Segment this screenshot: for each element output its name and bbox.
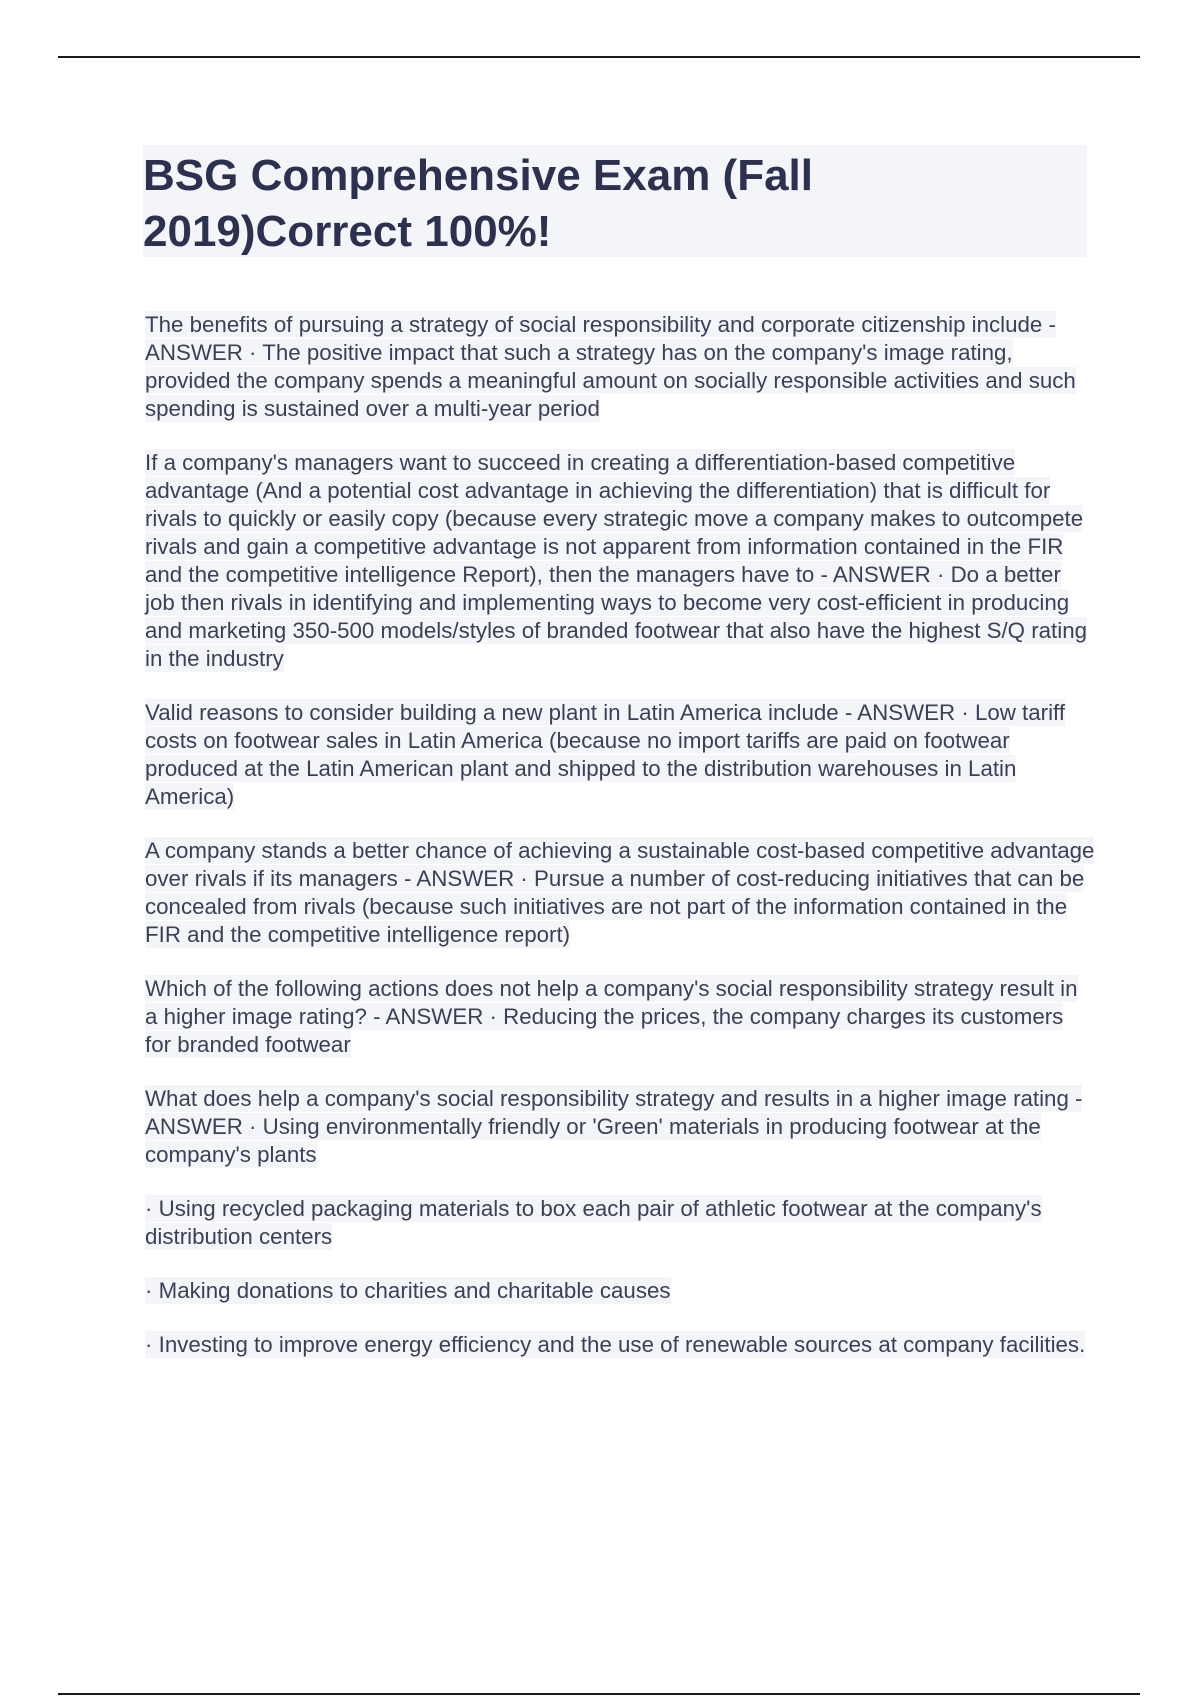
top-rule	[58, 56, 1140, 58]
bullet-item-2	[145, 1277, 1095, 1305]
qa-text: Valid reasons to consider building a new plant in Latin America include - ANSWER · Low tariff costs on footwear sales in Latin America (because no import tariffs are paid on footwear produced at the Latin American plant and shipped to the distribution warehouses in Latin America)	[145, 700, 1066, 809]
bullet-text: · Using recycled packaging materials to box each pair of athletic footwear at the company's distribution centers	[145, 1196, 1042, 1249]
qa-text: Which of the following actions does not help a company's social responsibility strategy result in a higher image rating? - ANSWER · Reducing the prices, the company charges its customers for branded footwear	[145, 976, 1078, 1057]
qa-paragraph-1	[145, 311, 1095, 423]
bullet-item-1	[145, 1195, 1095, 1251]
qa-text: If a company's managers want to succeed in creating a differentiation-based competitive advantage (And a potential cost advantage in achieving the differentiation) that is difficult for rivals to quickly or easily copy (because every strategic move a company makes to outcompete rivals and gain a competitive advantage is not apparent from information contained in the FIR and the competitive intelligence Report), then the managers have to - ANSWER · Do a better job then rivals in identifying and implementing ways to become very cost-efficient in producing and marketing 350-500 models/styles of branded footwear that also have the highest S/Q rating in the industry	[145, 450, 1087, 671]
qa-paragraph-3	[145, 699, 1095, 811]
title-box	[143, 145, 1087, 257]
qa-text: A company stands a better chance of achieving a sustainable cost-based competitive advantage over rivals if its managers - ANSWER · Pursue a number of cost-reducing initiatives that can be concealed from rivals (because such initiatives are not part of the information contained in the FIR and the competitive intelligence report)	[145, 838, 1095, 947]
qa-text: The benefits of pursuing a strategy of social responsibility and corporate citizenship include - ANSWER · The positive impact that such a strategy has on the company's image rating, provided the company spends a meaningful amount on socially responsible activities and such spending is sustained over a multi-year period	[145, 312, 1076, 421]
bullet-text: · Investing to improve energy efficiency and the use of renewable sources at company facilities.	[145, 1332, 1086, 1357]
qa-paragraph-6	[145, 1085, 1095, 1169]
page-title: BSG Comprehensive Exam (Fall 2019)Correct 100%!	[143, 151, 813, 256]
qa-paragraph-2	[145, 449, 1095, 673]
qa-paragraph-4	[145, 837, 1095, 949]
qa-paragraph-5	[145, 975, 1095, 1059]
bullet-text: · Making donations to charities and charitable causes	[145, 1278, 671, 1303]
document-body	[145, 311, 1095, 1385]
qa-text: What does help a company's social responsibility strategy and results in a higher image rating - ANSWER · Using environmentally friendly or 'Green' materials in producing footwear at the company's plants	[145, 1086, 1083, 1167]
bullet-item-3	[145, 1331, 1095, 1359]
bottom-rule	[58, 1693, 1140, 1695]
